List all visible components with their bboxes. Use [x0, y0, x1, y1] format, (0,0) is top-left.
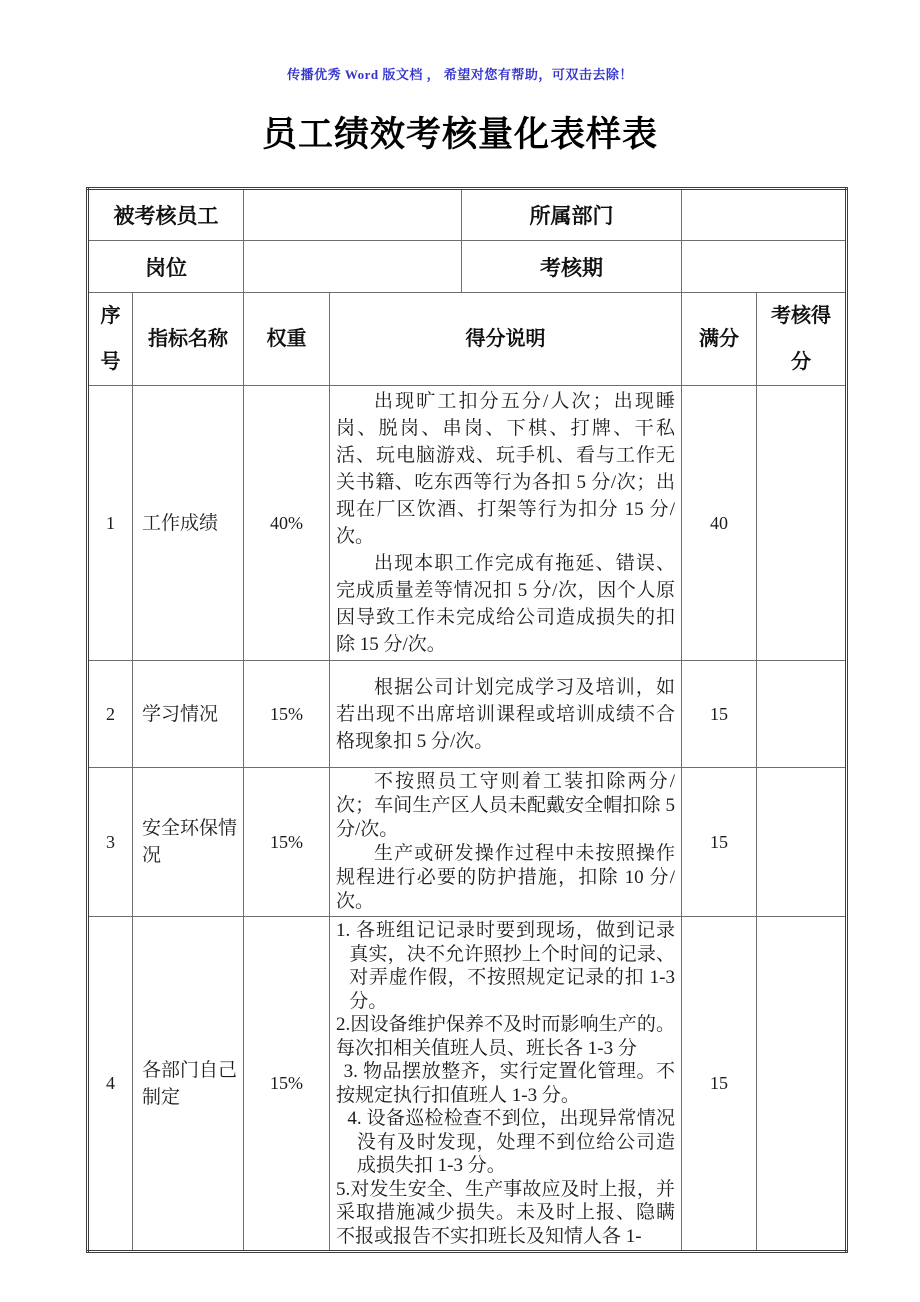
cell-max: 40	[682, 386, 757, 661]
cell-score[interactable]	[757, 661, 847, 768]
col-header-score: 考核得分	[757, 293, 847, 386]
cell-desc	[330, 768, 682, 917]
desc-paragraph: 生产或研发操作过程中未按照操作规程进行必要的防护措施，扣除 10 分/次。	[336, 843, 675, 912]
promo-notice[interactable]: 传播优秀 Word 版文档 ， 希望对您有帮助，可双击去除！	[287, 67, 633, 82]
table-row	[88, 661, 847, 768]
info-row-employee	[88, 189, 847, 241]
desc-paragraph: 1. 各班组记记录时要到现场，做到记录真实，决不允许照抄上个时间的记录、对弄虚作假，不按照规定记录的扣 1-3 分。	[336, 920, 675, 1012]
department-value-cell[interactable]	[682, 189, 847, 241]
desc-paragraph: 5.对发生安全、生产事故应及时上报，并采取措施减少损失。未及时上报、隐瞒不报或报告不实扣班长及知情人各 1-	[336, 1178, 675, 1247]
cell-weight: 15%	[244, 768, 330, 917]
table-row	[88, 768, 847, 917]
cell-weight: 15%	[244, 661, 330, 768]
desc-paragraph: 根据公司计划完成学习及培训，如若出现不出席培训课程或培训成绩不合格现象扣 5 分/次。	[336, 676, 675, 752]
cell-weight: 15%	[244, 917, 330, 1252]
cell-indicator: 工作成绩	[133, 386, 244, 661]
desc-paragraph: 2.因设备维护保养不及时而影响生产的。每次扣相关值班人员、班长各 1-3 分	[336, 1014, 675, 1059]
cell-desc	[330, 386, 682, 661]
cell-weight: 40%	[244, 386, 330, 661]
cell-score[interactable]	[757, 917, 847, 1252]
cell-no: 1	[88, 386, 133, 661]
col-header-indicator: 指标名称	[133, 293, 244, 386]
desc-paragraph: 4. 设备巡检检查不到位，出现异常情况没有及时发现，处理不到位给公司造成损失扣 1-3 分。	[347, 1108, 675, 1176]
column-header-row	[88, 293, 847, 386]
cell-indicator: 安全环保情况	[133, 768, 244, 917]
desc-paragraph: 出现本职工作完成有拖延、错误、完成质量差等情况扣 5 分/次，因个人原因导致工作未完成给公司造成损失的扣除 15 分/次。	[336, 553, 675, 655]
info-row-position	[88, 241, 847, 293]
cell-desc	[330, 661, 682, 768]
desc-paragraph: 不按照员工守则着工装扣除两分/次；车间生产区人员未配戴安全帽扣除 5 分/次。	[336, 771, 675, 840]
cell-max: 15	[682, 768, 757, 917]
page-title: 员工绩效考核量化表样表	[261, 115, 658, 154]
cell-score[interactable]	[757, 768, 847, 917]
cell-no: 3	[88, 768, 133, 917]
cell-no: 2	[88, 661, 133, 768]
col-header-no: 序号	[88, 293, 133, 386]
col-header-max: 满分	[682, 293, 757, 386]
col-header-desc: 得分说明	[330, 293, 682, 386]
cell-max: 15	[682, 661, 757, 768]
position-value-cell[interactable]	[244, 241, 462, 293]
col-header-weight: 权重	[244, 293, 330, 386]
employee-value-cell[interactable]	[244, 189, 462, 241]
table-row	[88, 917, 847, 1252]
employee-label-cell: 被考核员工	[88, 189, 244, 241]
table-row	[88, 386, 847, 661]
cell-no: 4	[88, 917, 133, 1252]
cell-desc	[330, 917, 682, 1252]
cell-indicator: 学习情况	[133, 661, 244, 768]
desc-paragraph: 3. 物品摆放整齐，实行定置化管理。不按规定执行扣值班人 1-3 分。	[336, 1061, 675, 1106]
cell-score[interactable]	[757, 386, 847, 661]
cell-max: 15	[682, 917, 757, 1252]
position-label-cell: 岗位	[88, 241, 244, 293]
period-value-cell[interactable]	[682, 241, 847, 293]
department-label-cell: 所属部门	[462, 189, 682, 241]
assessment-table	[86, 187, 848, 1253]
desc-paragraph: 出现旷工扣分五分/人次；出现睡岗、脱岗、串岗、下棋、打牌、干私活、玩电脑游戏、玩手机、看与工作无关书籍、吃东西等行为各扣 5 分/次；出现在厂区饮酒、打架等行为扣分 15 分/次。	[336, 391, 675, 547]
cell-indicator: 各部门自己制定	[133, 917, 244, 1252]
period-label-cell: 考核期	[462, 241, 682, 293]
